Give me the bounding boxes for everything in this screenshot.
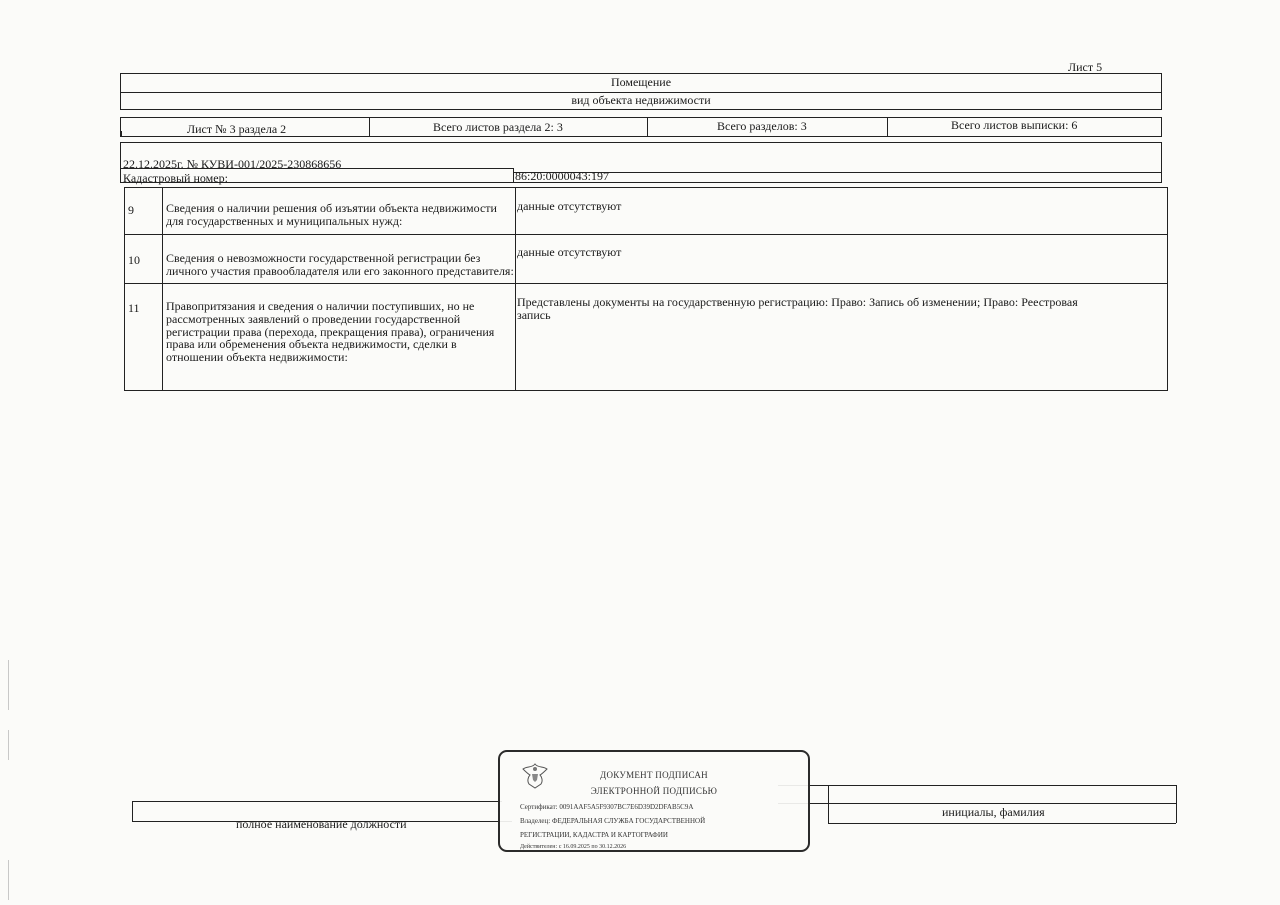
row-field-name: Правопритязания и сведения о наличии поступивших, но не рассмотренных заявлений о проведении государственной регистрации права (перехода, прекращения права), ограничения права или обременения объекта недвижимости, сделки в отношении объекта недвижимости: bbox=[166, 299, 495, 365]
records-table bbox=[124, 187, 1168, 391]
row-field-name: Сведения о наличии решения об изъятии объекта недвижимости для государственных и муниципальных нужд: bbox=[166, 201, 497, 228]
section-sheets-total: Всего листов раздела 2: 3 bbox=[433, 120, 563, 134]
stamp-title-2: ЭЛЕКТРОННОЙ ПОДПИСЬЮ bbox=[590, 786, 718, 796]
object-type: Помещение bbox=[610, 75, 672, 89]
stamp-owner-1: Владелец: ФЕДЕРАЛЬНАЯ СЛУЖБА ГОСУДАРСТВЕННОЙ bbox=[520, 817, 706, 825]
stamp-validity: Действителен: с 16.09.2025 по 30.12.2026 bbox=[520, 844, 627, 850]
object-kind-caption: вид объекта недвижимости bbox=[571, 93, 711, 107]
row-field-value: данные отсутствуют bbox=[517, 199, 622, 213]
sections-total: Всего разделов: 3 bbox=[717, 119, 807, 133]
row-number: 11 bbox=[128, 301, 140, 315]
table-row bbox=[125, 295, 1167, 392]
row-field-value: данные отсутствуют bbox=[517, 245, 622, 259]
cadastral-number: 86:20:0000043:197 bbox=[515, 169, 610, 183]
table-row bbox=[125, 245, 1167, 298]
row-field-value: Представлены документы на государственную регистрацию: Право: Запись об изменении; Право: Реестровая запись bbox=[517, 295, 1078, 322]
extract-sheets-total: Всего листов выписки: 6 bbox=[951, 118, 1078, 132]
stamp-certificate: Сертификат: 0091AAF5A5F9307BC7E6D39D2DFAB5C9A bbox=[520, 803, 694, 811]
stamp-owner-2: РЕГИСТРАЦИИ, КАДАСТРА И КАРТОГРАФИИ bbox=[520, 831, 668, 839]
row-field-name: Сведения о невозможности государственной регистрации без личного участия правообладателя или его законного представителя: bbox=[166, 251, 514, 278]
stamp-title-1: ДОКУМЕНТ ПОДПИСАН bbox=[600, 770, 708, 780]
position-caption: полное наименование должности bbox=[236, 817, 407, 831]
sheets-row bbox=[120, 117, 1162, 137]
name-caption: инициалы, фамилия bbox=[942, 805, 1045, 819]
row-number: 9 bbox=[128, 203, 134, 217]
table-row bbox=[125, 200, 1167, 246]
electronic-signature-stamp bbox=[498, 750, 810, 852]
extract-date-number: 22.12.2025г. № КУВИ-001/2025-230868656 bbox=[123, 157, 342, 171]
scan-edge-mark bbox=[8, 660, 9, 710]
cadastral-label: Кадастровый номер: bbox=[123, 171, 228, 185]
sheet-label: Лист 5 bbox=[1068, 60, 1103, 74]
scan-edge-mark bbox=[8, 730, 9, 760]
sheet-number: Лист № 3 раздела 2 bbox=[187, 122, 287, 136]
object-type-box bbox=[120, 73, 1162, 110]
extract-info-box bbox=[120, 142, 1162, 183]
scan-edge-mark bbox=[8, 860, 9, 900]
row-number: 10 bbox=[128, 253, 140, 267]
